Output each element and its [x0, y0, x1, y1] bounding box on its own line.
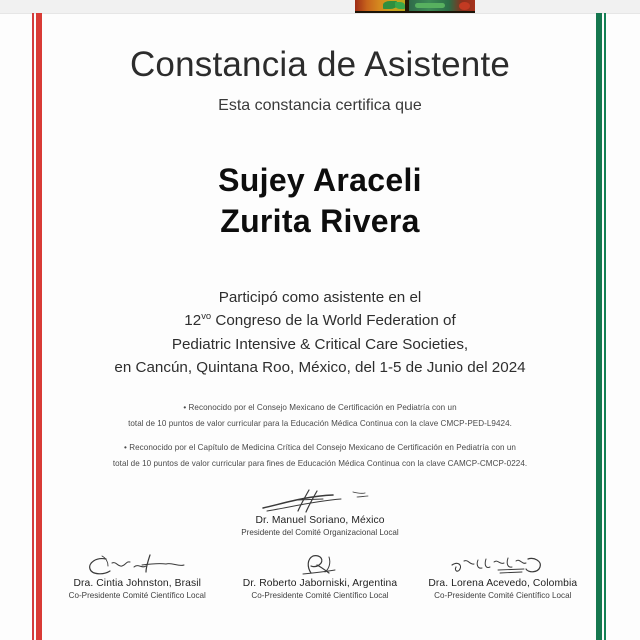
right-border-stripe-thick	[596, 13, 602, 640]
signatory-role: Co-Presidente Comité Científico Local	[251, 591, 389, 601]
congress-ordinal-number: 12	[184, 312, 202, 330]
accreditation-note-line-1: • Reconocido por el Capítulo de Medicina Crítica del Consejo Mexicano de Certificación en Pediatría con un	[124, 443, 516, 453]
banner-leaf-icon	[395, 2, 405, 9]
page-top-shade	[0, 0, 640, 13]
certificate-content	[46, 13, 594, 640]
participation-line-2	[46, 309, 594, 333]
accreditation-notes	[46, 380, 594, 472]
signature-block-main	[46, 488, 594, 537]
accreditation-note-line-2: total de 10 puntos de valor curricular para la Educación Médica Continua con la clave CMCP-PED-L9424.	[128, 418, 512, 428]
signature-block-left	[46, 553, 228, 600]
banner-band-1	[355, 0, 379, 11]
recipient-name-line-1: Sujey Araceli	[218, 161, 422, 198]
handwritten-signature-icon	[255, 553, 385, 577]
signature-row	[46, 553, 594, 600]
recipient-name-line-2: Zurita Rivera	[220, 202, 420, 239]
signatory-name: Dra. Lorena Acevedo, Colombia	[428, 578, 578, 590]
left-border-stripe-thin	[32, 13, 34, 640]
accreditation-note-line-1: • Reconocido por el Consejo Mexicano de Certificación en Pediatría con un	[183, 402, 457, 412]
handwritten-signature-icon	[438, 553, 568, 577]
recipient-name	[46, 115, 594, 242]
banner-flower-icon	[459, 2, 470, 10]
signatory-role: Presidente del Comité Organizacional Local	[241, 528, 399, 538]
signature-block-center	[229, 553, 411, 600]
accreditation-note	[46, 440, 594, 472]
congress-ordinal-suffix: vo	[201, 310, 212, 322]
signatory-role: Co-Presidente Comité Científico Local	[68, 591, 206, 601]
signatory-name: Dra. Cintia Johnston, Brasil	[73, 578, 202, 590]
participation-statement	[46, 242, 594, 380]
congress-name-part: Congreso de la World Federation of	[211, 312, 456, 330]
certificate-subtitle: Esta constancia certifica que	[218, 96, 422, 114]
signatory-role: Co-Presidente Comité Científico Local	[434, 591, 572, 601]
banner-crocodile-icon	[415, 3, 445, 8]
accreditation-note-line-2: total de 10 puntos de valor curricular para fines de Educación Médica Continua con la clave CAMCP-CMCP-0224.	[112, 459, 528, 469]
accreditation-note	[46, 400, 594, 432]
participation-line-1: Participó como asistente en el	[218, 288, 422, 306]
participation-line-3: Pediatric Intensive & Critical Care Societies,	[171, 335, 469, 353]
handwritten-signature-icon	[245, 488, 395, 514]
right-border-stripe-thin	[604, 13, 606, 640]
signatory-name: Dr. Manuel Soriano, México	[255, 515, 385, 527]
congress-banner-image-icon	[355, 0, 475, 13]
signatory-name: Dr. Roberto Jaborniski, Argentina	[242, 578, 398, 590]
participation-line-4: en Cancún, Quintana Roo, México, del 1-5 de Junio del 2024	[114, 359, 526, 377]
left-border-stripe-thick	[36, 13, 42, 640]
certificate-title: Constancia de Asistente	[129, 45, 511, 84]
signature-block-right	[412, 553, 594, 600]
handwritten-signature-icon	[72, 553, 202, 577]
